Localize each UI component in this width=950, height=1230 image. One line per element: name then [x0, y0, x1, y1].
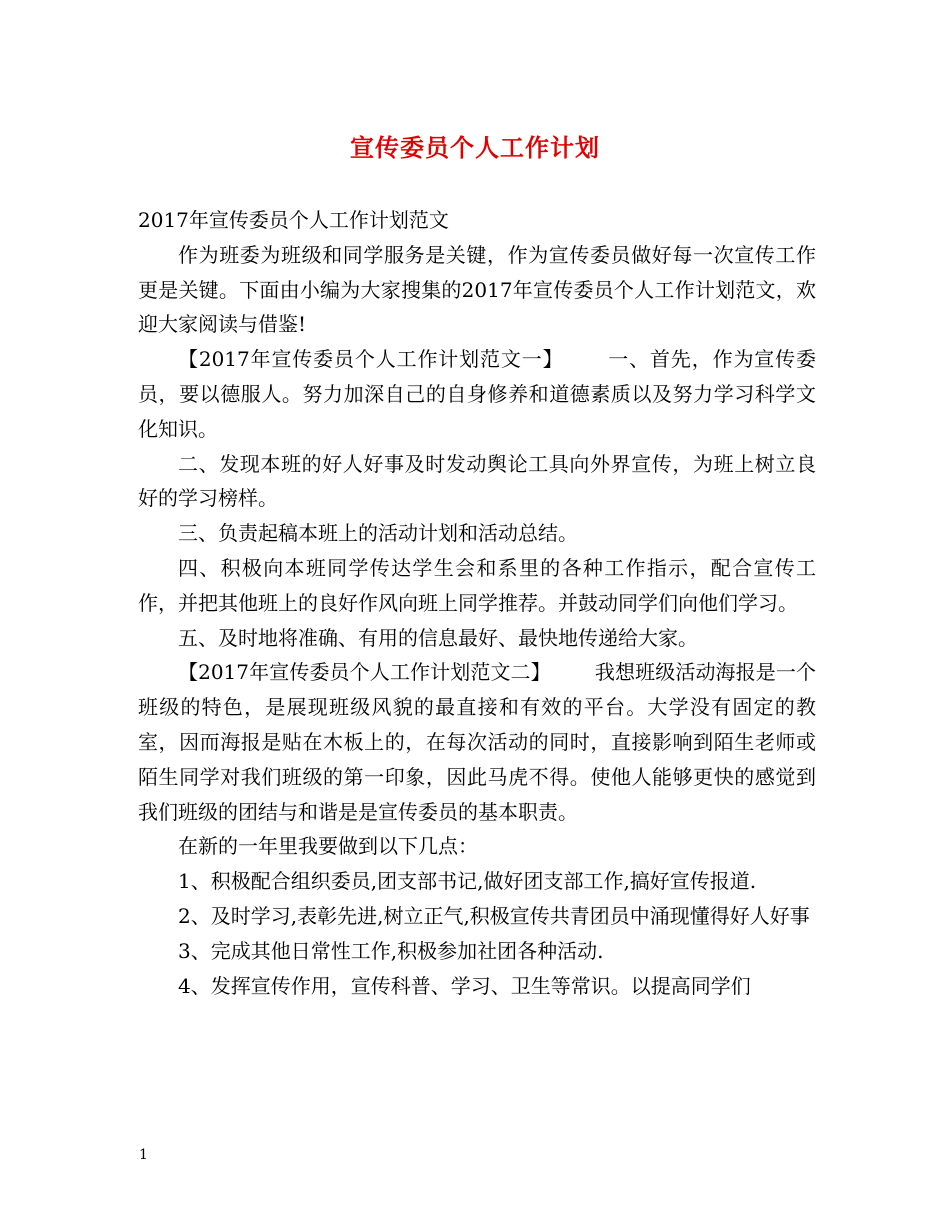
section-2-intro: 我想班级活动海报是一个班级的特色，是展现班级风貌的最直接和有效的平台。大学没有固定的教室，因而海报是贴在木板上的，在每次活动的同时，直接影响到陌生老师或陌生同学对我们班级的第一印象，因此马虎不得。使他人能够更快的感觉到我们班级的团结与和谐是是宣传委员的基本职责。	[138, 660, 816, 824]
section-2-list-item-4: 4、发挥宣传作用，宣传科普、学习、卫生等常识。以提高同学们	[178, 973, 751, 998]
section-1-heading: 【2017年宣传委员个人工作计划范文一】	[178, 347, 564, 372]
section-2-list-item-2: 2、及时学习,表彰先进,树立正气,积极宣传共青团员中涌现懂得好人好事	[178, 903, 810, 928]
section-2-list-item-1: 1、积极配合组织委员,团支部书记,做好团支部工作,搞好宣传报道.	[178, 869, 757, 894]
section-2-paragraph-1	[138, 655, 816, 829]
section-2-list-item-3: 3、完成其他日常性工作,积极参加社团各种活动.	[178, 938, 604, 963]
section-1-item-1: 一、首先，作为宣传委员，要以德服人。努力加深自己的自身修养和道德素质以及努力学习科学文化知识。	[138, 347, 817, 441]
section-2-paragraph-2: 在新的一年里我要做到以下几点：	[178, 834, 478, 859]
intro-paragraph: 作为班委为班级和同学服务是关键，作为宣传委员做好每一次宣传工作更是关键。下面由小编为大家搜集的2017年宣传委员个人工作计划范文，欢迎大家阅读与借鉴!	[138, 242, 816, 337]
document-body	[138, 203, 816, 1003]
section-1-paragraph-2: 二、发现本班的好人好事及时发动舆论工具向外界宣传，为班上树立良好的学习榜样。	[138, 451, 816, 511]
section-1-paragraph-4: 四、积极向本班同学传达学生会和系里的各种工作指示，配合宣传工作，并把其他班上的良好作风向班上同学推荐。并鼓动同学们向他们学习。	[138, 555, 816, 615]
page-number: 1	[139, 1147, 148, 1163]
document-subtitle: 2017年宣传委员个人工作计划范文	[138, 208, 449, 232]
section-2-heading: 【2017年宣传委员个人工作计划范文二】	[178, 660, 551, 685]
section-1-paragraph-5: 五、及时地将准确、有用的信息最好、最快地传递给大家。	[178, 625, 698, 650]
section-1-paragraph-3: 三、负责起稿本班上的活动计划和活动总结。	[178, 521, 578, 546]
document-title: 宣传委员个人工作计划	[350, 133, 600, 162]
section-1-paragraph-1	[138, 342, 816, 446]
